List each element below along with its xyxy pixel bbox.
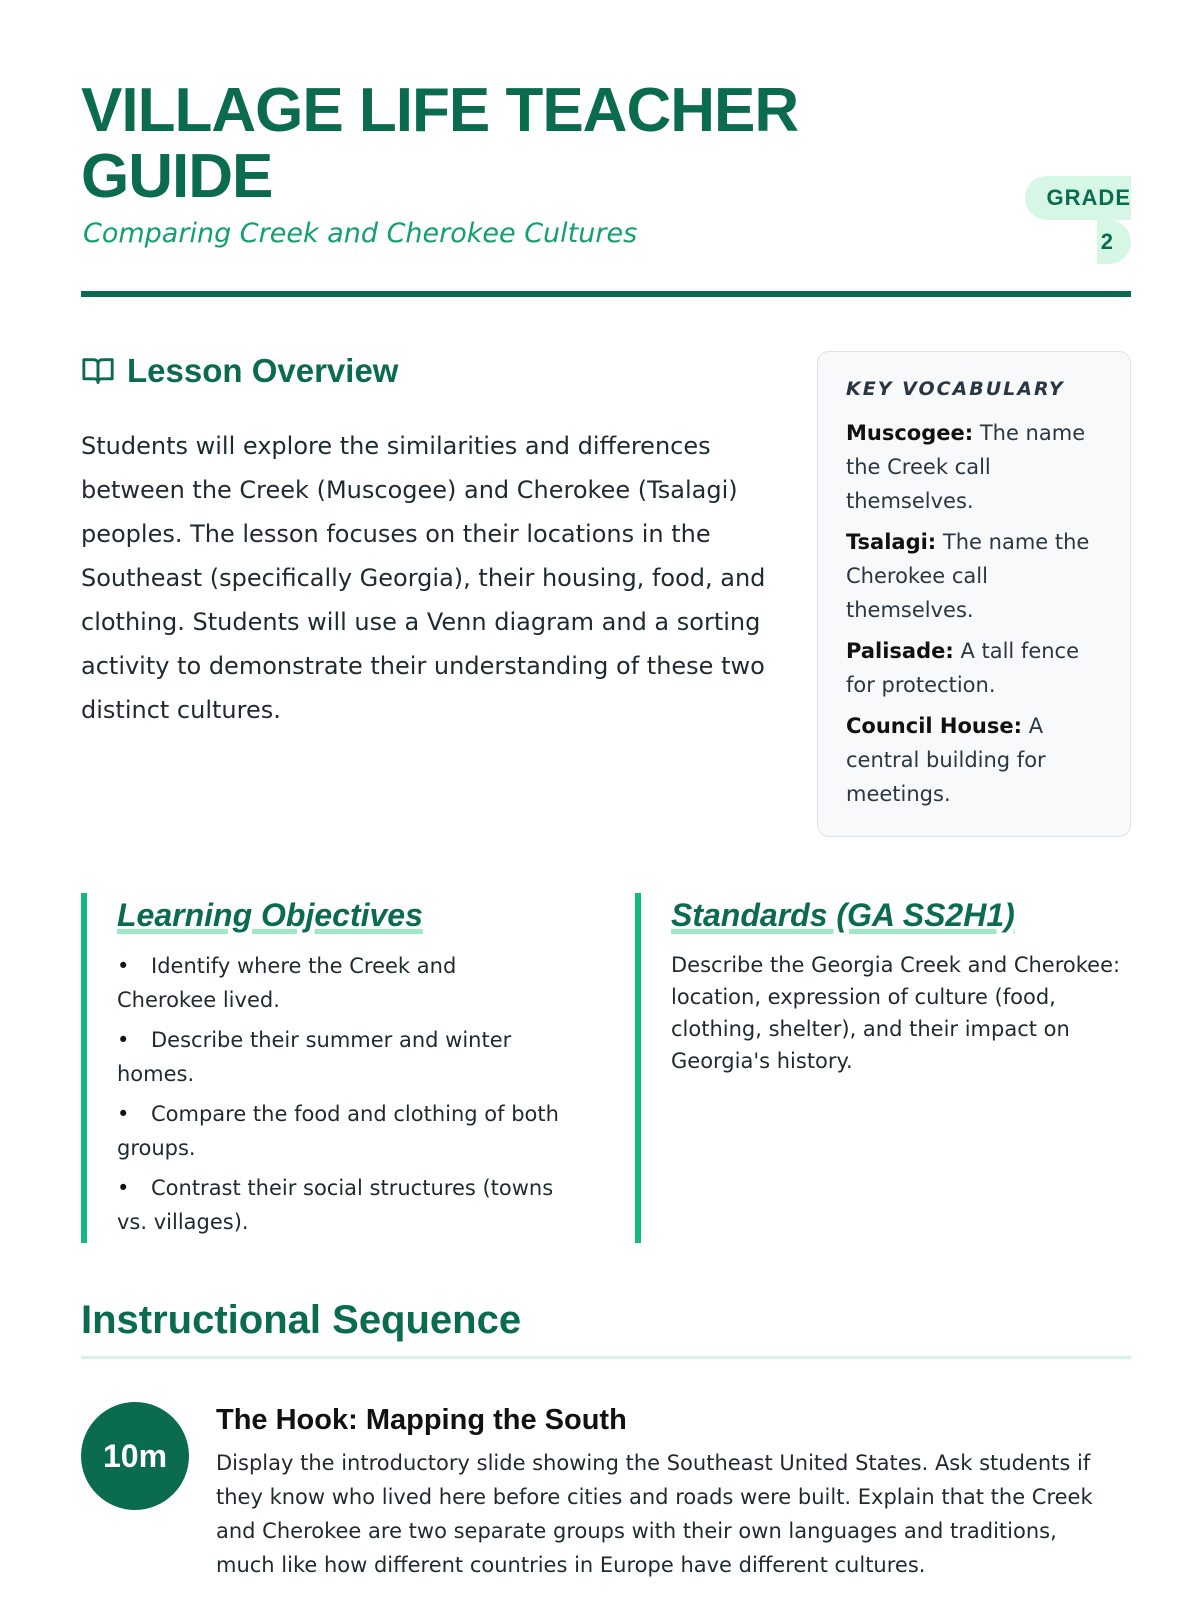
vocab-term: Council House:	[846, 714, 1022, 738]
vocab-definition: The name the Creek call themselves.	[846, 421, 1086, 513]
bullet-icon: •	[117, 1176, 130, 1200]
step-description: Display the introductory slide showing the Southeast United States. Ask students if they know who lived here before cities and roads were built. Explain that the Creek and Cherokee are two separate groups with their own languages and traditions, much like how different countries in Europe have different cultures.	[216, 1451, 1093, 1577]
vocab-item	[846, 525, 1104, 627]
teacher-guide-page	[81, 0, 1131, 1600]
grade-label: GRADE	[1046, 185, 1131, 210]
instructional-sequence-heading: Instructional Sequence	[81, 1298, 522, 1342]
page-title: VILLAGE LIFE TEACHER GUIDE	[81, 76, 799, 211]
learning-objectives-section	[81, 893, 561, 1243]
list-item: • Identify where the Creek and Cherokee lived.	[117, 949, 561, 1017]
list-item: • Compare the food and clothing of both groups.	[117, 1097, 561, 1165]
lesson-overview-title: Lesson Overview	[127, 352, 399, 389]
vocab-term: Tsalagi:	[846, 530, 937, 554]
book-open-icon	[81, 354, 115, 388]
bullet-icon: •	[117, 954, 130, 978]
step-title: The Hook: Mapping the South	[216, 1404, 627, 1436]
vocab-item	[846, 416, 1104, 518]
grade-value: 2	[1100, 229, 1113, 254]
list-item: • Contrast their social structures (towns vs. villages).	[117, 1171, 561, 1239]
key-vocabulary-card	[817, 351, 1131, 837]
learning-objectives-heading: Learning Objectives	[117, 897, 423, 933]
grade-badge	[1025, 176, 1131, 264]
vocab-item	[846, 709, 1104, 811]
standards-text: Describe the Georgia Creek and Cherokee: location, expression of culture (food, clothing, shelter), and their impact on Georgia's history.	[671, 953, 1121, 1073]
bullet-icon: •	[117, 1102, 130, 1126]
lesson-overview-heading	[81, 352, 398, 390]
standards-heading: Standards (GA SS2H1)	[671, 897, 1015, 933]
vocab-item	[846, 634, 1104, 702]
vocab-definition: A central building for meetings.	[846, 714, 1046, 806]
objectives-list	[117, 949, 561, 1239]
step-duration-badge: 10m	[81, 1402, 189, 1510]
vocab-term: Muscogee:	[846, 421, 974, 445]
vocab-term: Palisade:	[846, 639, 954, 663]
lesson-overview-text: Students will explore the similarities and differences between the Creek (Muscogee) and Cherokee (Tsalagi) peoples. The lesson focuses on their locations in the Southeast (specifically Georgia), their housing, food, and clothing. Students will use a Venn diagram and a sorting activity to demonstrate their understanding of these two distinct cultures.	[81, 432, 766, 724]
header-divider	[81, 291, 1131, 297]
key-vocabulary-heading: KEY VOCABULARY	[846, 378, 1065, 400]
page-subtitle: Comparing Creek and Cherokee Cultures	[83, 218, 638, 249]
sequence-divider	[81, 1356, 1131, 1359]
vocab-definition: The name the Cherokee call themselves.	[846, 530, 1090, 622]
bullet-icon: •	[117, 1028, 130, 1052]
standards-section	[635, 893, 1131, 1243]
list-item: • Describe their summer and winter homes.	[117, 1023, 561, 1091]
vocab-definition: A tall fence for protection.	[846, 639, 1080, 697]
